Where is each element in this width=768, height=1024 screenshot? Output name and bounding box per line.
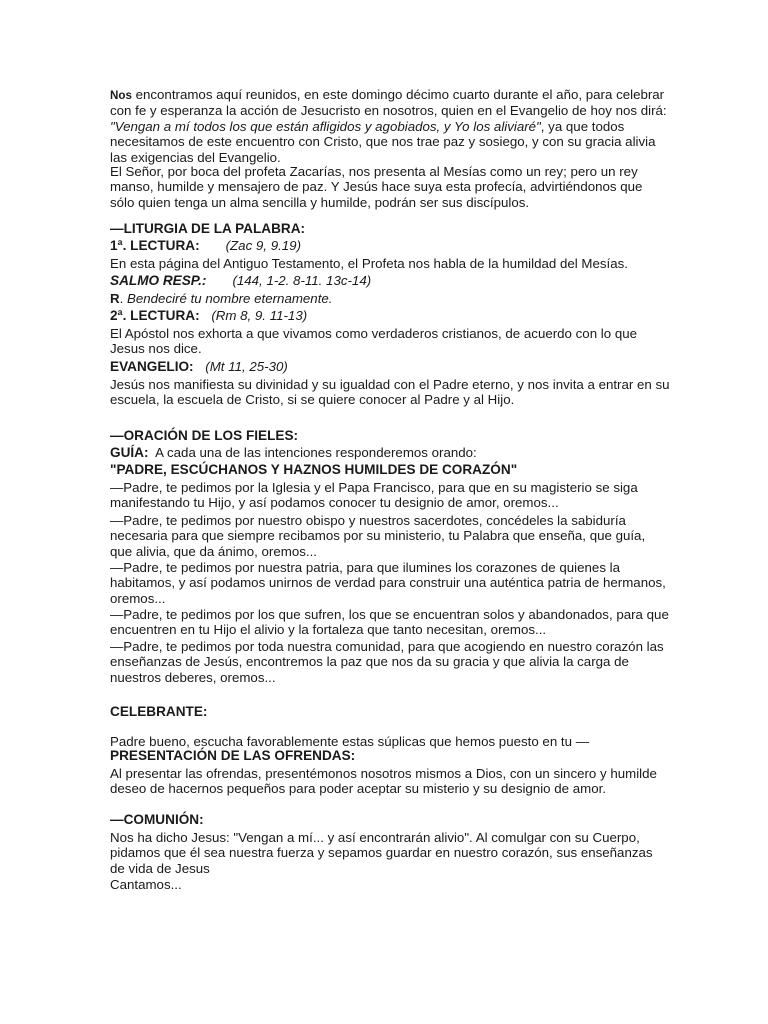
psalm-header: SALMO RESP.: (144, 1-2. 8-11. 13c-14) [110, 273, 372, 288]
prayer-intention: —Padre, te pedimos por los que sufren, los que se encuentran solos y abandonados, para que encuentren en tu Hijo el alivio y la fortaleza que tanto necesitan, oremos... [110, 607, 669, 638]
gospel-header: EVANGELIO: (Mt 11, 25-30) [110, 359, 288, 374]
intro-paragraph-2: El Señor, por boca del profeta Zacarías, nos presenta al Mesías como un rey; pero un rey manso, humilde y mensajero de paz. Y Jesús hace suya esta profecía, advirtiéndonos que sólo quien tenga un alma sencilla y humilde, podrán ser sus discípulos. [110, 164, 643, 210]
prayer-intention: —Padre, te pedimos por nuestra patria, para que ilumines los corazones de quienes la habitamos, y así podamos unirnos de verdad para construir una auténtica patria de hermanos, oremos... [110, 560, 666, 606]
offerings-heading: PRESENTACIÓN DE LAS OFRENDAS: [110, 748, 356, 763]
psalm-response: R. Bendeciré tu nombre eternamente. [110, 291, 333, 306]
liturgy-heading: —LITURGIA DE LA PALABRA: [110, 221, 306, 236]
second-reading-header: 2ª. LECTURA: (Rm 8, 9. 11-13) [110, 308, 308, 323]
prayer-intention: —Padre, te pedimos por la Iglesia y el Papa Francisco, para que en su magisterio se siga manifestando tu Hijo, y así podamos conocer tu designio de amor, oremos... [110, 480, 638, 511]
guide-line: GUÍA: A cada una de las intenciones responderemos orando: [110, 445, 477, 460]
communion-heading: —COMUNIÓN: [110, 812, 204, 827]
first-reading-header: 1ª. LECTURA: (Zac 9, 9.19) [110, 238, 302, 253]
intro-quote: "Vengan a mí todos los que están afligidos y agobiados, y Yo los aliviaré" [110, 118, 541, 134]
first-reading-text: En esta página del Antiguo Testamento, el Profeta nos habla de la humildad del Mesías. [110, 256, 628, 271]
gospel-text: Jesús nos manifiesta su divinidad y su igualdad con el Padre eterno, y nos invita a entrar en su escuela, la escuela de Cristo, si se quiere conocer al Padre y al Hijo. [110, 377, 670, 408]
communion-text: Nos ha dicho Jesus: "Vengan a mí... y así encontrarán alivio". Al comulgar con su Cuerpo, pidamos que él sea nuestra fuerza y sepamos guardar en nuestro corazón, sus enseñanzas de vida de Jesus [110, 830, 653, 876]
prayer-intention: —Padre, te pedimos por toda nuestra comunidad, para que acogiendo en nuestro corazón las enseñanzas de Jesús, encontremos la paz que nos da su gracia y que alivia la carga de nuestros deberes, oremos... [110, 639, 664, 685]
prayer-response: "PADRE, ESCÚCHANOS Y HAZNOS HUMILDES DE CORAZÓN" [110, 462, 518, 477]
celebrant-text: Padre bueno, escucha favorablemente estas súplicas que hemos puesto en tu — [110, 734, 589, 749]
intro-lead: Nos [110, 89, 132, 102]
offerings-text: Al presentar las ofrendas, presentémonos nosotros mismos a Dios, con un sincero y humilde deseo de hacernos pequeños para poder aceptar su misterio y su designio de amor. [110, 766, 657, 797]
second-reading-text: El Apóstol nos exhorta a que vivamos como verdaderos cristianos, de acuerdo con lo que Jesus nos dice. [110, 326, 638, 357]
celebrant-heading: CELEBRANTE: [110, 704, 208, 719]
prayers-heading: —ORACIÓN DE LOS FIELES: [110, 428, 299, 443]
prayer-intention: —Padre, te pedimos por nuestro obispo y nuestros sacerdotes, concédeles la sabiduría necesaria para que siempre recibamos por su ministerio, tu Palabra que enseña, que guía, que alivia, que da ánimo, oremos... [110, 513, 646, 559]
intro-paragraph-1: Nos encontramos aquí reunidos, en este domingo décimo cuarto durante el año, para celebrar con fe y esperanza la acción de Jesucristo en nosotros, quien en el Evangelio de hoy nos dirá: "Vengan a mí todos los que están afligidos y agobiados, y Yo los aliviaré", ya que todos necesitamos de este encuentro con Cristo, que nos trae paz y sosiego, y con su gracia alivia las exigencias del Evangelio. [110, 87, 667, 165]
communion-closing: Cantamos... [110, 877, 182, 892]
